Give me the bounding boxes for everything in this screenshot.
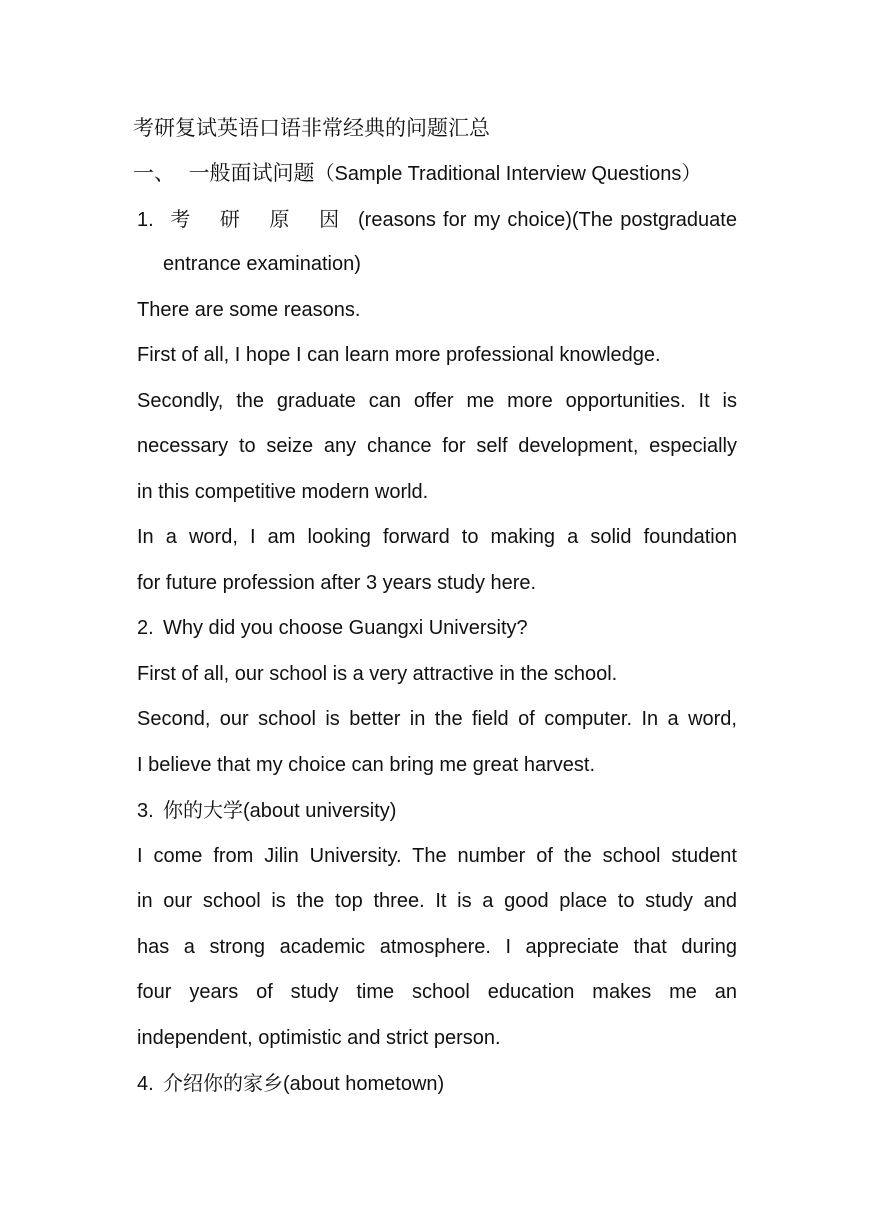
answer-line: Second, our school is better in the field of computer. In a word, xyxy=(137,708,737,730)
section-heading-en: （Sample Traditional Interview Questions） xyxy=(314,163,702,185)
question-number: 1. xyxy=(137,209,154,231)
answer-line: in our school is the top three. It is a good place to study and xyxy=(137,890,737,912)
question-3-cn: 你的大学 xyxy=(163,798,243,822)
question-2-text: Why did you choose Guangxi University? xyxy=(163,617,528,639)
question-4-cn: 介绍你的家乡 xyxy=(163,1071,283,1095)
question-3-en: (about university) xyxy=(243,800,397,822)
answer-line: has a strong academic atmosphere. I appreciate that during xyxy=(137,936,737,958)
answer-line: I believe that my choice can bring me great harvest. xyxy=(137,754,596,776)
question-1-cn: 考 研 原 因 xyxy=(170,207,351,231)
answer-line: four years of study time school education makes me an xyxy=(137,981,737,1003)
answer-line: First of all, our school is a very attractive in the school. xyxy=(137,663,618,685)
question-4-en: (about hometown) xyxy=(283,1073,445,1095)
section-prefix: 一、 xyxy=(133,161,175,185)
document-title: 考研复试英语口语非常经典的问题汇总 xyxy=(133,116,490,140)
answer-line: independent, optimistic and strict person. xyxy=(137,1027,501,1049)
question-4 xyxy=(137,1069,737,1098)
question-3 xyxy=(137,796,737,825)
answer-line: I come from Jilin University. The number of the school student xyxy=(137,845,737,867)
answer-line: in this competitive modern world. xyxy=(137,481,429,503)
question-number: 4. xyxy=(137,1073,154,1095)
answer-line: for future profession after 3 years study here. xyxy=(137,572,537,594)
question-number: 2. xyxy=(137,617,154,639)
question-number: 3. xyxy=(137,800,154,822)
answer-line: necessary to seize any chance for self development, especially xyxy=(137,435,737,457)
question-1 xyxy=(137,205,737,234)
question-1-continued: entrance examination) xyxy=(163,253,361,275)
section-heading xyxy=(133,159,753,188)
answer-line: In a word, I am looking forward to making a solid foundation xyxy=(137,526,737,548)
answer-line: There are some reasons. xyxy=(137,299,361,321)
section-heading-cn: 一般面试问题 xyxy=(188,161,315,185)
question-2 xyxy=(137,614,737,642)
answer-line: First of all, I hope I can learn more professional knowledge. xyxy=(137,344,661,366)
question-1-en: (reasons for my choice)(The postgraduate xyxy=(358,209,737,231)
answer-line: Secondly, the graduate can offer me more opportunities. It is xyxy=(137,390,737,412)
